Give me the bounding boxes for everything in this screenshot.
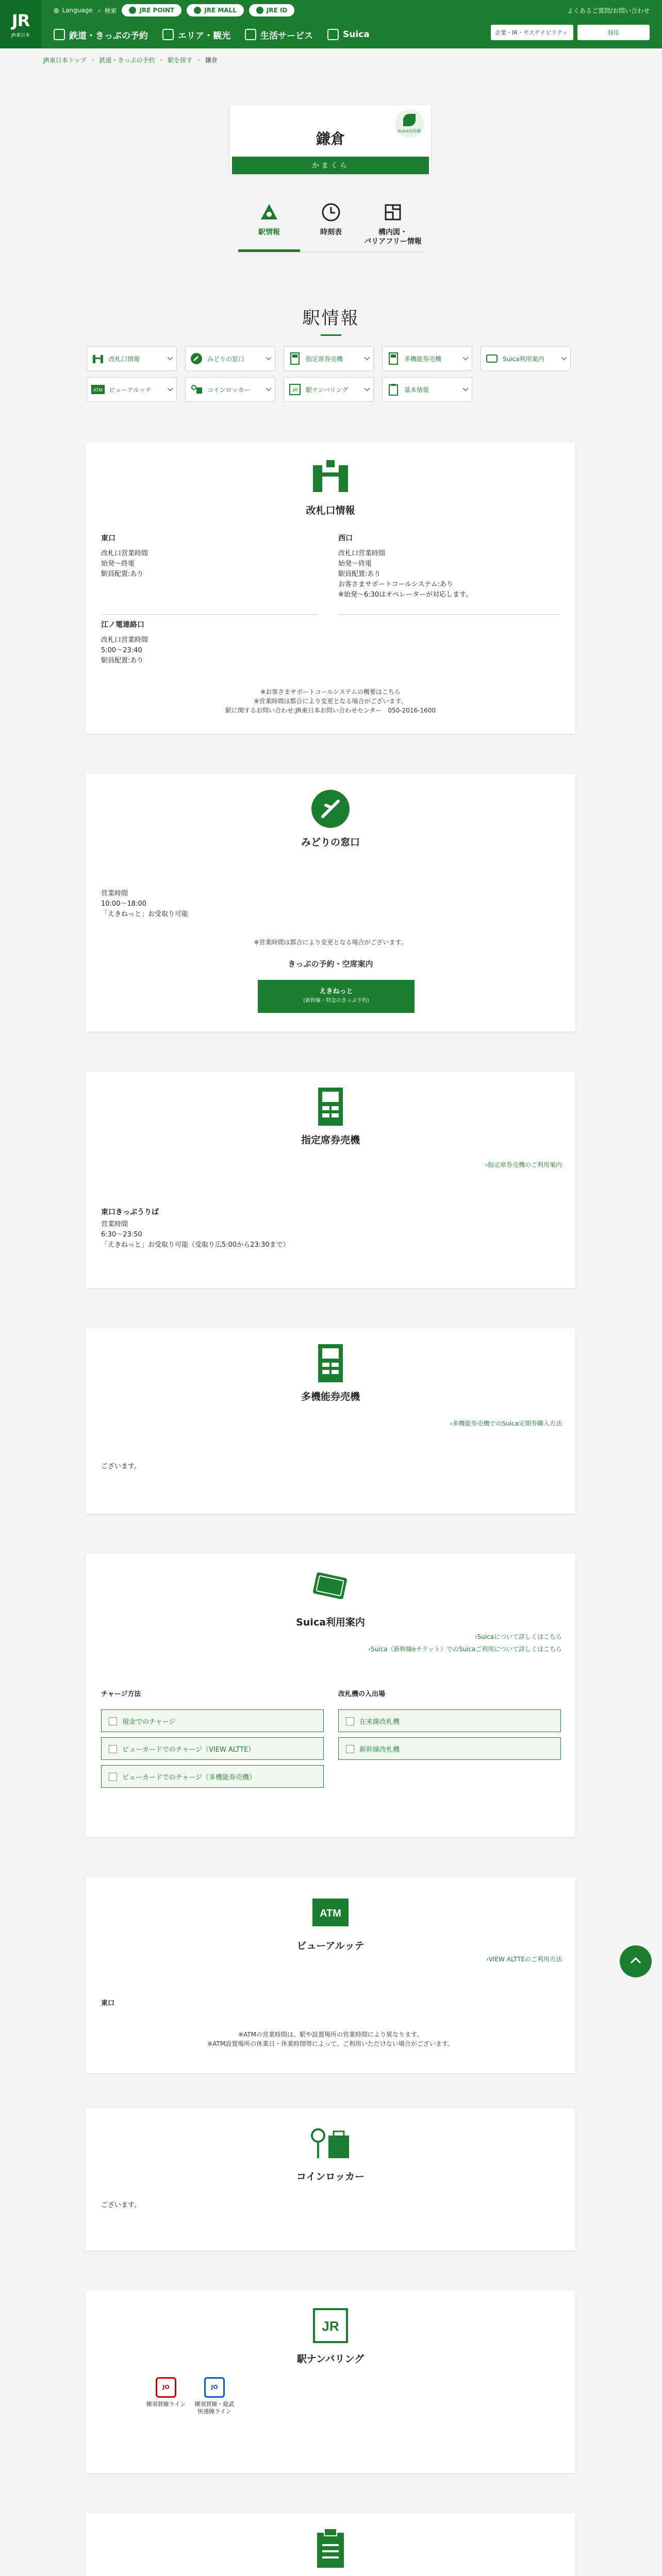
jre-mall-pill[interactable]: JRE MALL [187, 4, 244, 16]
shitei-card: 指定席券売機 › 指定席券売機のご利用案内 東口きっぷうりば 営業時間 6:30〜23:50 「えきねっと」お受取り可能（受取り広5:00から23:30まで） [86, 1072, 575, 1288]
numbering-card: JR 駅ナンバリング JO 横須賀線ライン JO 横須賀線・総武快速線ライン [86, 2291, 575, 2473]
gate-icon [310, 456, 351, 498]
map-icon [162, 29, 174, 40]
nav-railway[interactable]: 鉄道・きっぷの予約 [54, 28, 148, 41]
gate-conventional: 在来線改札機 [338, 1709, 561, 1732]
jre-id-icon [256, 7, 263, 14]
jre-mall-icon [194, 7, 201, 14]
gate-shinkansen: 新幹線改札機 [338, 1737, 561, 1760]
tab-timetable[interactable]: 時刻表 [300, 201, 362, 252]
chevron-down-icon [266, 385, 271, 391]
svg-text:ATM: ATM [93, 387, 103, 393]
jre-id-pill[interactable]: JRE ID [249, 4, 295, 16]
globe-icon: ◍ [54, 7, 59, 14]
shop-icon [245, 29, 256, 40]
breadcrumb-top[interactable]: JR東日本トップ [43, 56, 87, 64]
atm-icon [310, 1892, 351, 1933]
clipboard-icon [310, 2528, 351, 2569]
nav-life[interactable]: 生活サービス [245, 28, 313, 41]
suica-icon [327, 29, 339, 40]
chevron-down-icon [266, 354, 271, 360]
enoden-gate-block: 江ノ電連絡口 改札口営業時間 5:00〜23:40 駅員配置:あり [101, 621, 148, 665]
svg-text:JR: JR [292, 387, 298, 393]
station-tabs [238, 201, 424, 252]
line-badge-blue: JO [204, 2377, 225, 2398]
chip-takinou[interactable]: 多機能券売機 [382, 346, 472, 371]
charge-machine: ビューカードでのチャージ（多機能券売機） [101, 1765, 324, 1788]
site-header [0, 0, 662, 48]
midori-icon [190, 352, 203, 365]
ticket-gate-card [86, 442, 575, 734]
chevron-down-icon [561, 354, 567, 360]
suica-shinkansen-link[interactable]: › Suica（新幹線eチケット）でのSuicaご利用について詳しくはこちら [368, 1645, 562, 1653]
jr-numbering-icon [288, 383, 302, 396]
locker-icon [310, 2123, 351, 2164]
svg-text:ATM: ATM [320, 1908, 341, 1919]
chip-suica[interactable]: Suica利用案内 [481, 346, 571, 371]
chevron-up-icon [630, 1956, 642, 1967]
numbering-item: JO 横須賀線ライン [145, 2377, 187, 2408]
ticket-machine-icon [288, 352, 302, 365]
charge-view-altte: ビューカードでのチャージ（VIEW ALTTE） [101, 1737, 324, 1760]
chip-basic[interactable]: 基本情報 [382, 377, 472, 402]
station-card [230, 105, 431, 174]
faq-link[interactable]: よくあるご質問/お問い合わせ [567, 7, 650, 14]
chip-ticket-gate[interactable]: 改札口情報 [87, 346, 177, 371]
atm-notes: ※ATMの営業時間は、駅や設置場所の営業時間により異なります。 ※ATM設置場所の休業日・休業時間帯によって、ご利用いただけない場合がございます。 [207, 2031, 454, 2047]
clock-icon [320, 201, 342, 224]
info-icon [258, 201, 280, 224]
suica-badge: Suica対応駅 [395, 109, 424, 138]
nav-suica[interactable]: Suica [327, 29, 370, 40]
chevron-down-icon [364, 354, 370, 360]
gate-icon [91, 352, 105, 365]
leaf-icon [403, 114, 416, 126]
west-gate-block: 西口 改札口営業時間 始発〜終電 駅員配置:あり お客さまサポートコールシステム:あり ※始発〜6:30はオペレーターが対応します。 [338, 534, 473, 599]
chip-shitei[interactable]: 指定席券売機 [284, 346, 374, 371]
takinou-card: 多機能券売機 › 多機能券売機でのSuica定期券購入方法 ございます。 [86, 1328, 575, 1514]
station-name: 鎌倉 [316, 130, 345, 147]
suica-card: Suica利用案内 › Suicaについて詳しくはこちら › Suica（新幹線eチケット）でのSuicaご利用について詳しくはこちら チャージ方法 改札機の入出場 現金でのチャージ ビューカードでのチャージ（VIEW ALTTE） ビューカードでのチャージ（多機能券売機） 在来線改札機 新幹線改札機 [86, 1554, 575, 1837]
chevron-down-icon [364, 385, 370, 391]
search-link[interactable]: ⌕ 検索 [97, 6, 117, 14]
view-altte-card: ATM ビューアルッテ › VIEW ALTTEのご利用方法 東口 ※ATMの営業時間は、駅や設置場所の営業時間により異なります。 ※ATM設置場所の休業日・休業時間帯によって、ご利用いただけない場合がございます。 [86, 1877, 575, 2073]
chip-view-altte[interactable]: ATM ビューアルッテ [87, 377, 177, 402]
chip-midori[interactable]: みどりの窓口 [185, 346, 275, 371]
jr-logo[interactable] [0, 0, 41, 48]
charge-cash: 現金でのチャージ [101, 1709, 324, 1732]
breadcrumb-current: 鎌倉 [205, 56, 218, 64]
tab-floor-map[interactable]: 構内図・ バリアフリー情報 [362, 201, 424, 252]
chevron-down-icon [167, 385, 173, 391]
east-gate-block: 東口 改札口営業時間 始発〜終電 駅員配置:あり [101, 534, 148, 578]
section-title: 駅情報 [0, 304, 662, 336]
clipboard-icon [387, 383, 400, 396]
nav-area[interactable]: エリア・観光 [162, 28, 230, 41]
gate-notes: ※お客さまサポートコールシステムの概要はこちら ※営業時間は都合により変更となる場合がございます。 駅に関するお問い合わせ:JR東日本お問い合わせセンター 050-2016-1600 [225, 688, 436, 714]
chip-locker[interactable]: コインロッカー [185, 377, 275, 402]
train-icon [54, 29, 65, 40]
logo-text: JR [11, 10, 30, 30]
midori-card: みどりの窓口 営業時間 10:00〜18:00 「えきねっと」お受取り可能 ※営業時間は都合により変更となる場合がございます。 きっぷの予約・空席案内 えきねっと (新幹線・特急のきっぷ予約) [86, 774, 575, 1031]
breadcrumb: JR東日本トップ › 鉄道・きっぷの予約 › 駅を探す › 鎌倉 [43, 56, 218, 64]
ticket-machine-icon [310, 1343, 351, 1384]
ticket-machine-icon [310, 1086, 351, 1127]
suica-about-link[interactable]: › Suicaについて詳しくはこちら [475, 1632, 562, 1641]
jr-numbering-icon [310, 2305, 351, 2346]
card-icon [310, 1568, 351, 1609]
corporate-link[interactable]: 企業・IR・サステナビリティ [491, 25, 573, 40]
line-badge-red: JO [156, 2377, 176, 2398]
locker-icon [190, 383, 203, 396]
atm-icon [91, 383, 105, 396]
svg-text:JR: JR [322, 2318, 339, 2334]
chevron-down-icon [167, 354, 173, 360]
view-altte-guide-link[interactable]: › VIEW ALTTEのご利用方法 [486, 1955, 562, 1963]
language-link[interactable]: ◍ Language [54, 7, 93, 14]
logo-subtext: JR東日本 [11, 32, 30, 38]
numbering-item: JO 横須賀線・総武快速線ライン [194, 2377, 235, 2415]
basic-card [86, 2513, 575, 2576]
breadcrumb-railway[interactable]: 鉄道・きっぷの予約 [99, 56, 155, 64]
back-to-top-button[interactable] [620, 1945, 652, 1977]
recruit-link[interactable]: 採用 [577, 25, 650, 40]
tab-station-info[interactable]: 駅情報 [238, 201, 300, 252]
chip-numbering[interactable]: JR 駅ナンバリング [284, 377, 374, 402]
anchor-menu [87, 346, 575, 402]
search-icon: ⌕ [97, 6, 102, 14]
card-icon [485, 352, 499, 365]
takinou-guide-link[interactable]: › 多機能券売機でのSuica定期券購入方法 [450, 1419, 562, 1428]
shitei-guide-link[interactable]: › 指定席券売機のご利用案内 [485, 1160, 562, 1169]
ticket-machine-icon [387, 352, 400, 365]
chevron-down-icon [462, 385, 468, 391]
breadcrumb-find-station[interactable]: 駅を探す [168, 56, 193, 64]
midori-icon [310, 788, 351, 829]
jre-point-icon [129, 7, 136, 14]
shitei-info: 東口きっぷうりば 営業時間 6:30〜23:50 「えきねっと」お受取り可能（受取り広5:00から23:30まで） [101, 1208, 290, 1249]
chevron-down-icon [462, 354, 468, 360]
jre-point-pill[interactable]: JRE POINT [122, 4, 181, 16]
midori-hours: 営業時間 10:00〜18:00 「えきねっと」お受取り可能 [101, 890, 189, 918]
station-kana: かまくら [232, 157, 429, 174]
floor-map-icon [382, 201, 404, 224]
ekinet-button[interactable]: えきねっと (新幹線・特急のきっぷ予約) [258, 980, 415, 1013]
card-title: 改札口情報 [306, 505, 355, 516]
locker-card: コインロッカー ございます。 [86, 2108, 575, 2250]
